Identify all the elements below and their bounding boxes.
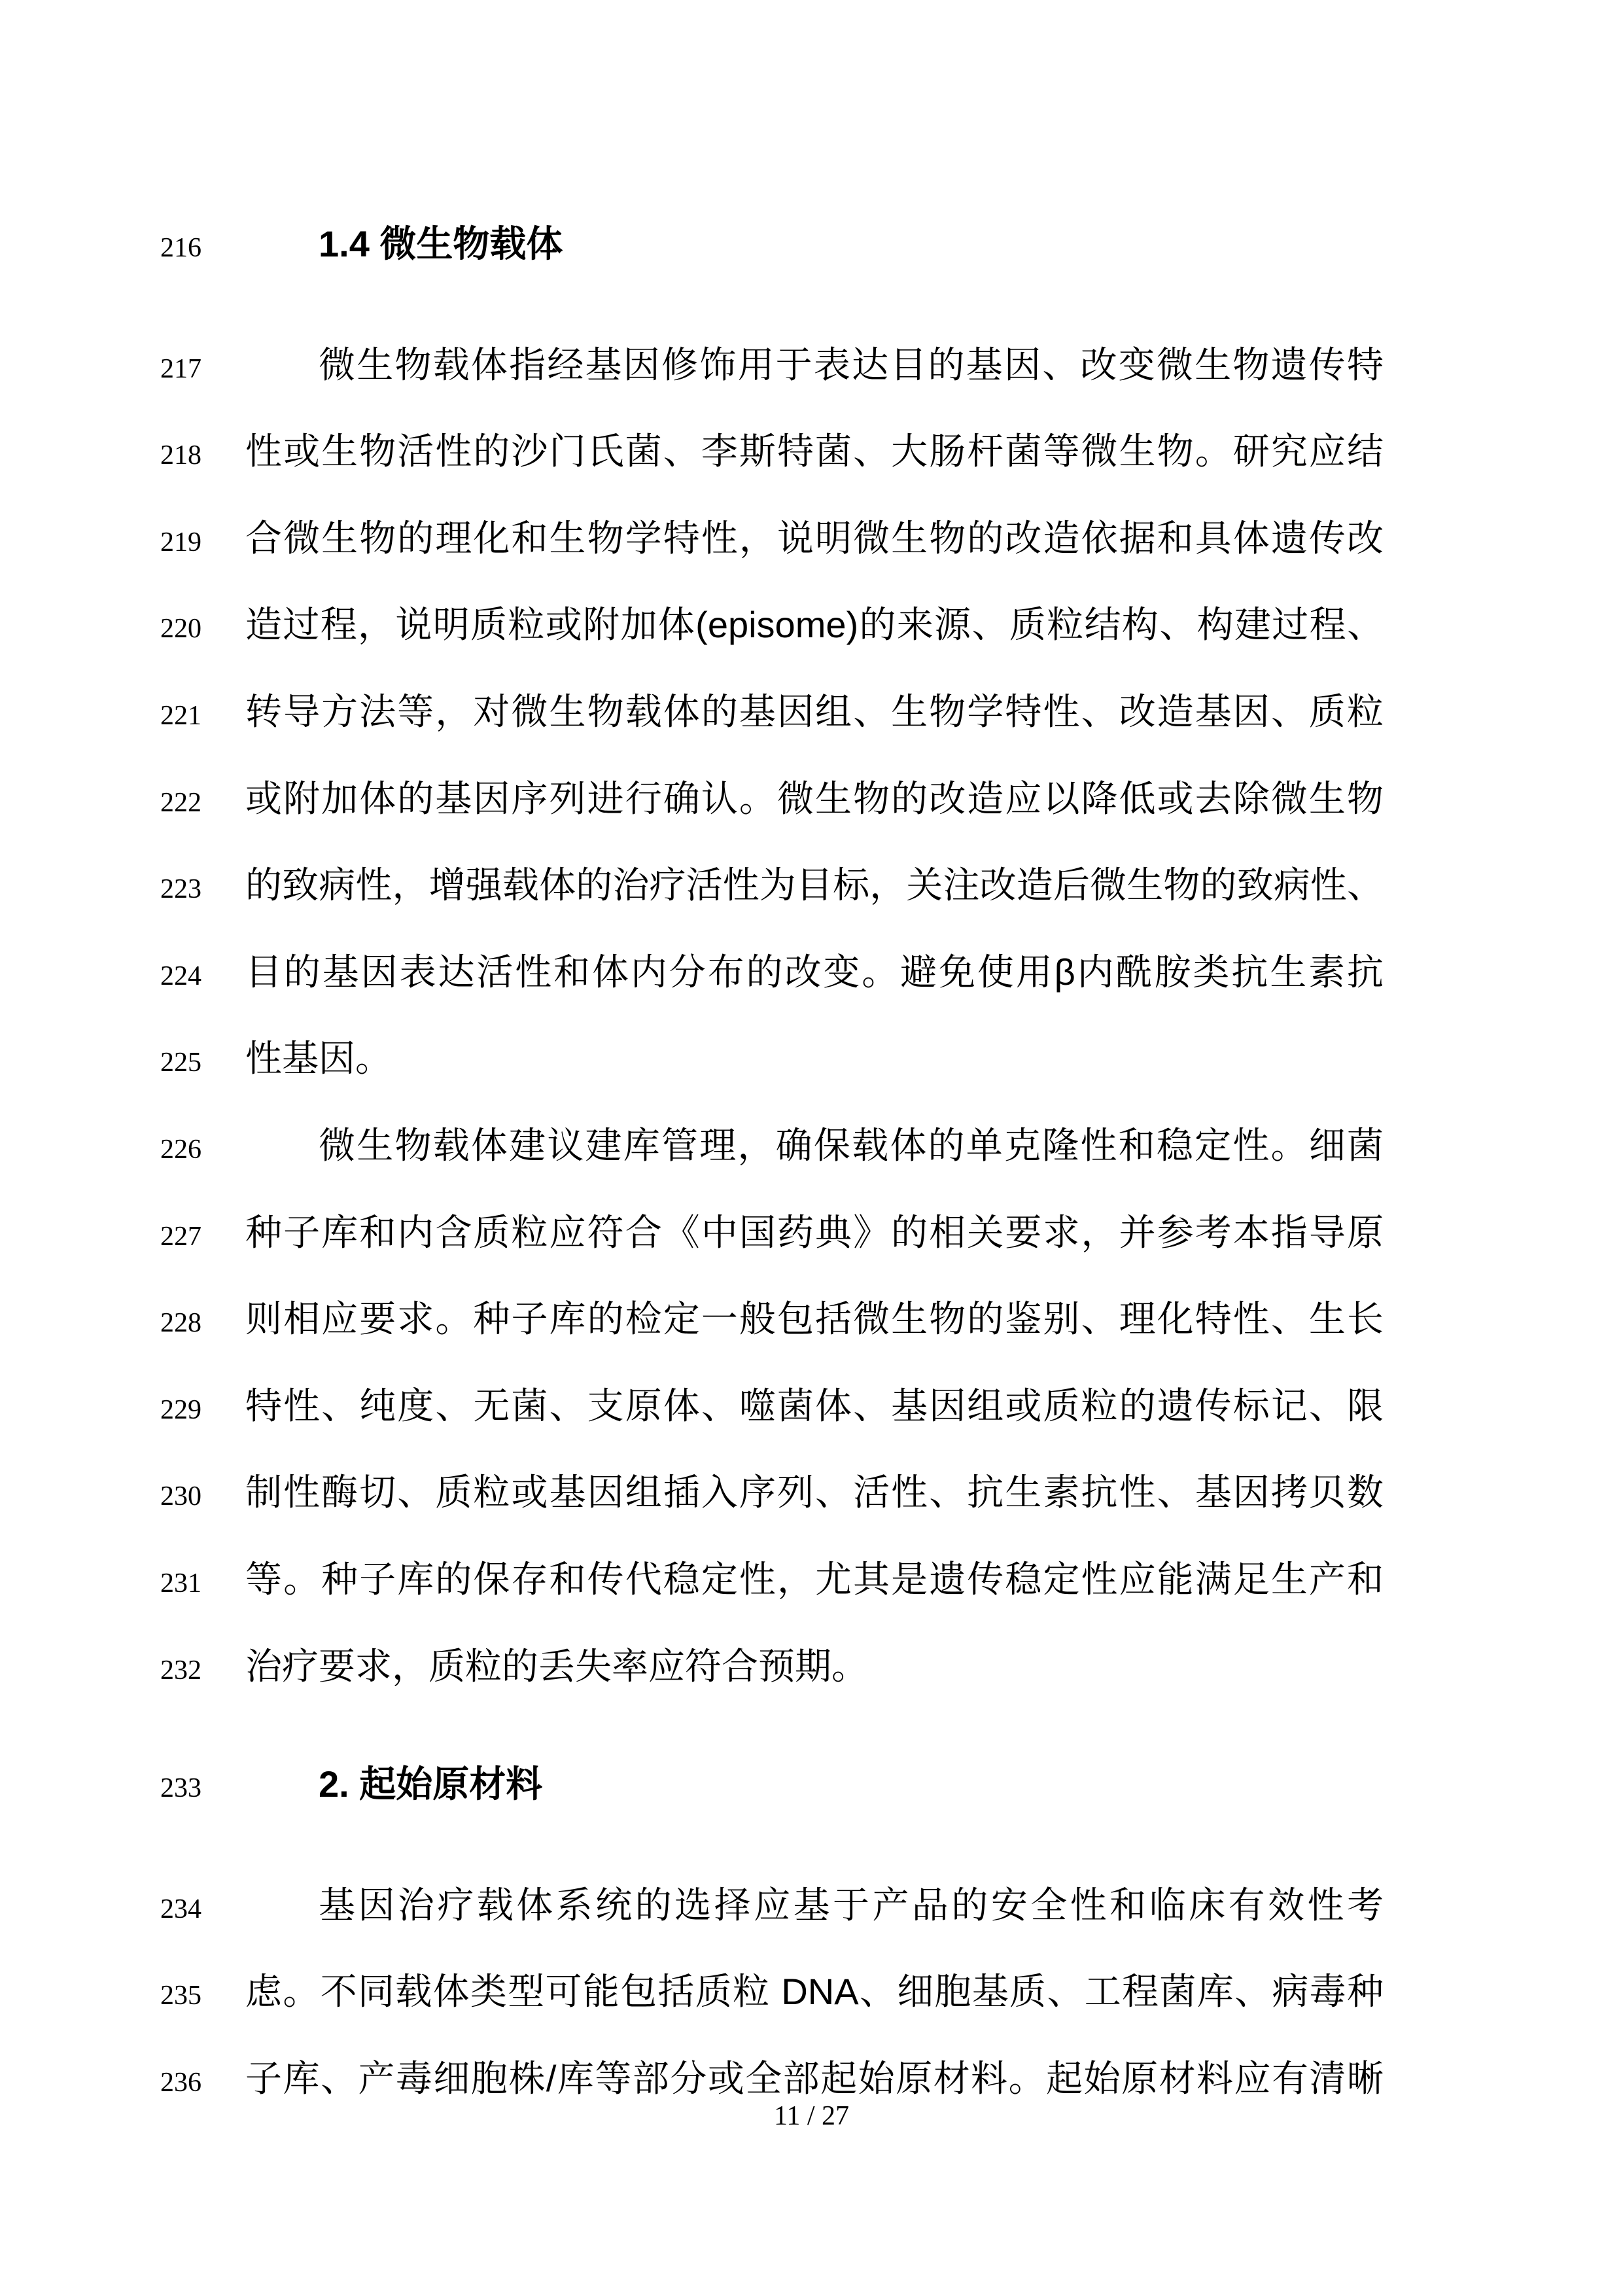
body-line-text: 或附加体的基因序列进行确认。微生物的改造应以降低或去除微生物 xyxy=(245,777,1384,819)
body-line-text: 虑。不同载体类型可能包括质粒 DNA、细胞基质、工程菌库、病毒种 xyxy=(245,1971,1384,2013)
body-line-text: 微生物载体指经基因修饰用于表达目的基因、改变微生物遗传特 xyxy=(319,344,1384,385)
text-row xyxy=(0,1949,1623,2036)
text-row xyxy=(0,1862,1623,1949)
page-number: 11 / 27 xyxy=(773,2101,850,2132)
section-heading: 1.4 微生物载体 xyxy=(319,223,563,264)
line-number: 231 xyxy=(160,1568,201,1598)
text-row xyxy=(0,1536,1623,1623)
body-line-text: 等。种子库的保存和传代稳定性，尤其是遗传稳定性应能满足生产和 xyxy=(245,1558,1384,1600)
line-number: 219 xyxy=(160,527,201,557)
body-line-text: 种子库和内含质粒应符合《中国药典》的相关要求，并参考本指导原 xyxy=(245,1211,1384,1253)
body-line-text: 造过程，说明质粒或附加体(episome)的来源、质粒结构、构建过程、 xyxy=(245,604,1384,646)
body-line-text: 的致病性，增强载体的治疗活性为目标，关注改造后微生物的致病性、 xyxy=(245,864,1384,906)
text-row xyxy=(0,322,1623,409)
line-number: 222 xyxy=(160,787,201,818)
body-line-text: 子库、产毒细胞株/库等部分或全部起始原材料。起始原材料应有清晰 xyxy=(245,2057,1384,2099)
section-heading: 2. 起始原材料 xyxy=(319,1763,543,1805)
line-number: 232 xyxy=(160,1655,201,1686)
body-line-text: 治疗要求，质粒的丢失率应符合预期。 xyxy=(245,1645,868,1687)
body-line-text: 目的基因表达活性和体内分布的改变。避免使用β内酰胺类抗生素抗 xyxy=(245,951,1384,993)
text-row xyxy=(0,495,1623,582)
line-number: 216 xyxy=(160,233,201,263)
heading-row xyxy=(0,201,1623,288)
heading-row xyxy=(0,1741,1623,1828)
body-line-text: 微生物载体建议建库管理，确保载体的单克隆性和稳定性。细菌 xyxy=(319,1124,1384,1166)
text-row xyxy=(0,1363,1623,1450)
document-lines xyxy=(0,201,1623,2122)
text-row xyxy=(0,1276,1623,1363)
text-row xyxy=(0,842,1623,929)
line-number: 220 xyxy=(160,614,201,645)
body-line-text: 特性、纯度、无菌、支原体、噬菌体、基因组或质粒的遗传标记、限 xyxy=(245,1385,1384,1426)
line-number: 226 xyxy=(160,1134,201,1165)
body-line-text: 制性酶切、质粒或基因组插入序列、活性、抗生素抗性、基因拷贝数 xyxy=(245,1472,1384,1513)
text-row xyxy=(0,1623,1623,1710)
line-number: 229 xyxy=(160,1394,201,1425)
line-number: 221 xyxy=(160,700,201,731)
body-line-text: 性基因。 xyxy=(245,1038,392,1080)
body-line-text: 合微生物的理化和生物学特性，说明微生物的改造依据和具体遗传改 xyxy=(245,517,1384,559)
text-row xyxy=(0,1016,1623,1103)
line-number: 234 xyxy=(160,1894,201,1924)
text-row xyxy=(0,929,1623,1016)
line-number: 236 xyxy=(160,2067,201,2098)
line-number: 230 xyxy=(160,1481,201,1512)
text-row xyxy=(0,669,1623,756)
line-number: 235 xyxy=(160,1981,201,2011)
body-line-text: 则相应要求。种子库的检定一般包括微生物的鉴别、理化特性、生长 xyxy=(245,1298,1384,1340)
text-row xyxy=(0,408,1623,495)
line-number: 227 xyxy=(160,1221,201,1252)
text-row xyxy=(0,582,1623,669)
line-number: 225 xyxy=(160,1048,201,1078)
line-number: 233 xyxy=(160,1773,201,1804)
line-number: 224 xyxy=(160,961,201,991)
body-line-text: 性或生物活性的沙门氏菌、李斯特菌、大肠杆菌等微生物。研究应结 xyxy=(245,431,1384,472)
line-number: 223 xyxy=(160,874,201,905)
line-number: 228 xyxy=(160,1308,201,1339)
text-row xyxy=(0,1190,1623,1277)
text-row xyxy=(0,1449,1623,1536)
line-number: 217 xyxy=(160,353,201,384)
line-number: 218 xyxy=(160,440,201,471)
body-line-text: 基因治疗载体系统的选择应基于产品的安全性和临床有效性考 xyxy=(319,1884,1384,1926)
text-row xyxy=(0,756,1623,843)
body-line-text: 转导方法等，对微生物载体的基因组、生物学特性、改造基因、质粒 xyxy=(245,690,1384,732)
text-row xyxy=(0,1103,1623,1190)
